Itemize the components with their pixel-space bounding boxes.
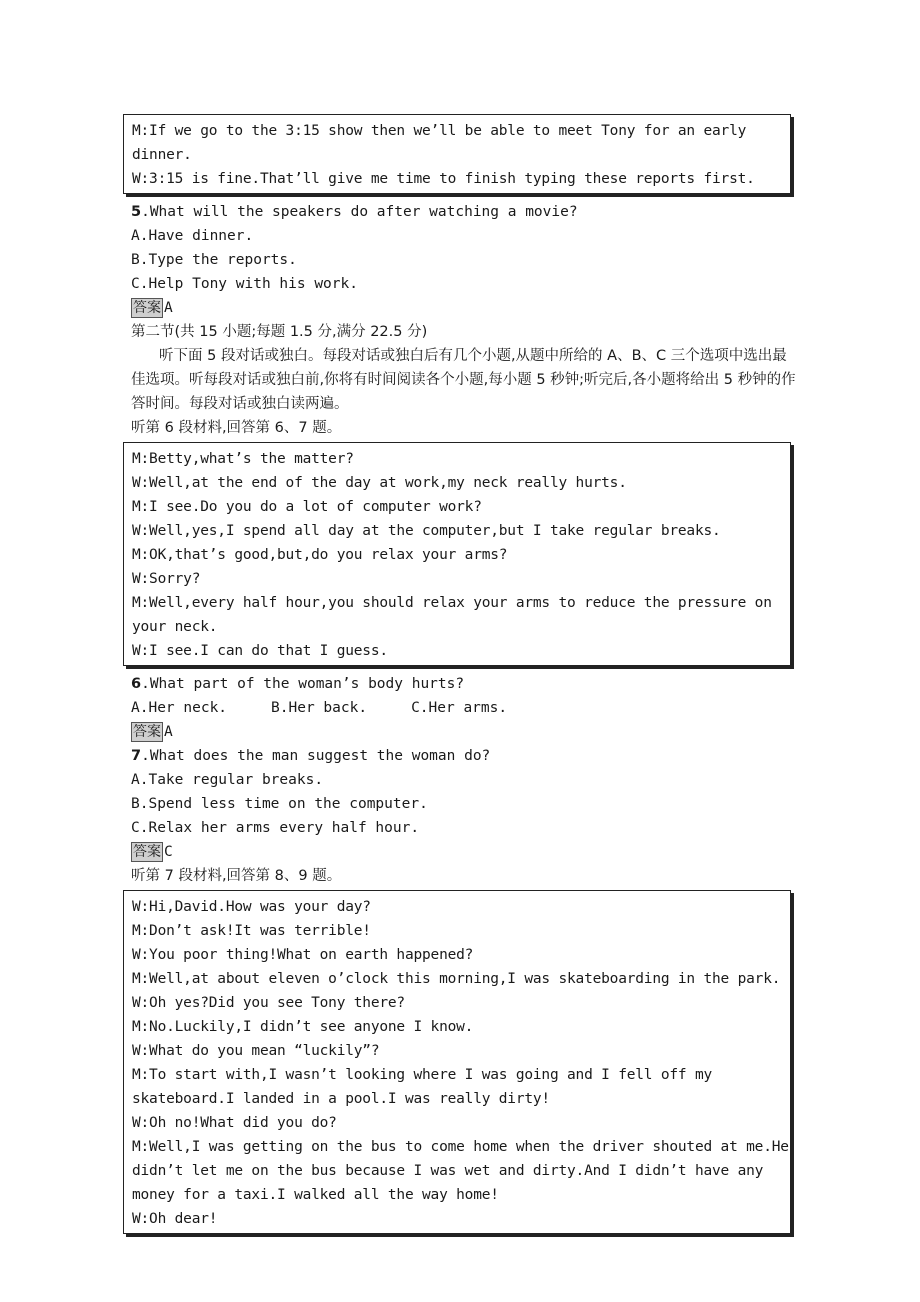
option-b: B.Spend less time on the computer.	[131, 796, 428, 812]
dialog-line: W:Oh yes?Did you see Tony there?	[132, 995, 405, 1011]
section-title: 第二节(共 15 小题;每题 1.5 分,满分 22.5 分)	[131, 324, 428, 340]
dialog-box-material5	[123, 114, 791, 194]
dialog-line: M:Well,every half hour,you should relax your arms to reduce the pressure on your neck.	[132, 595, 772, 635]
answer-row	[131, 840, 801, 864]
answer-value: A	[164, 300, 173, 316]
dialog-line: W:Oh no!What did you do?	[132, 1115, 337, 1131]
option-a: A.Her neck.	[131, 700, 228, 716]
dialog-line: M:Don’t ask!It was terrible!	[132, 923, 371, 939]
dialog-line: W:Sorry?	[132, 571, 201, 587]
answer-row	[131, 296, 801, 320]
option-c: C.Help Tony with his work.	[131, 276, 358, 292]
option-b: B.Her back.	[271, 700, 368, 716]
material7-heading: 听第 7 段材料,回答第 8、9 题。	[131, 868, 342, 884]
answer-value: C	[164, 844, 173, 860]
dialog-line: M:I see.Do you do a lot of computer work?	[132, 499, 482, 515]
answer-tag: 答案	[133, 300, 161, 316]
dialog-line: W:What do you mean “luckily”?	[132, 1043, 380, 1059]
question-7	[131, 744, 801, 768]
question-number: 5	[131, 204, 142, 220]
dialog-box-material7	[123, 890, 791, 1234]
section-instructions: 听下面 5 段对话或独白。每段对话或独白后有几个小题,从题中所给的 A、B、C 三个选项中选出最佳选项。听每段对话或独白前,你将有时间阅读各个小题,每小题 5 秒钟;听完后,各小题将给出 5 秒钟的作答时间。每段对话或独白读两遍。	[131, 348, 796, 412]
dialog-line: W:Well,yes,I spend all day at the computer,but I take regular breaks.	[132, 523, 721, 539]
options-row	[131, 696, 801, 720]
option-c: C.Relax her arms every half hour.	[131, 820, 420, 836]
dialog-line: M:OK,that’s good,but,do you relax your arms?	[132, 547, 508, 563]
answer-row	[131, 720, 801, 744]
dialog-box-material6	[123, 442, 791, 666]
question-text: .What will the speakers do after watching a movie?	[141, 204, 578, 220]
question-number: 7	[131, 748, 142, 764]
answer-tag: 答案	[133, 724, 161, 740]
dialog-line: W:3:15 is fine.That’ll give me time to finish typing these reports first.	[132, 171, 755, 187]
answer-tag: 答案	[133, 844, 161, 860]
option-c: C.Her arms.	[411, 700, 508, 716]
dialog-line: M:Well,I was getting on the bus to come home when the driver shouted at me.He didn’t let me on the bus because I was wet and dirty.And I didn’t have any money for a taxi.I walked all the way home!	[132, 1139, 789, 1203]
question-6	[131, 672, 801, 696]
dialog-line: M:No.Luckily,I didn’t see anyone I know.	[132, 1019, 474, 1035]
dialog-line: M:Well,at about eleven o’clock this morning,I was skateboarding in the park.	[132, 971, 781, 987]
question-text: .What part of the woman’s body hurts?	[141, 676, 465, 692]
material6-heading: 听第 6 段材料,回答第 6、7 题。	[131, 420, 342, 436]
question-text: .What does the man suggest the woman do?	[141, 748, 491, 764]
option-a: A.Take regular breaks.	[131, 772, 324, 788]
question-number: 6	[131, 676, 142, 692]
document-page	[131, 112, 801, 1240]
answer-value: A	[164, 724, 173, 740]
dialog-line: W:Well,at the end of the day at work,my neck really hurts.	[132, 475, 627, 491]
dialog-line: M:Betty,what’s the matter?	[132, 451, 354, 467]
question-5	[131, 200, 801, 224]
dialog-line: W:You poor thing!What on earth happened?	[132, 947, 474, 963]
dialog-line: W:I see.I can do that I guess.	[132, 643, 388, 659]
dialog-line: M:If we go to the 3:15 show then we’ll be able to meet Tony for an early dinner.	[132, 123, 747, 163]
option-a: A.Have dinner.	[131, 228, 254, 244]
option-b: B.Type the reports.	[131, 252, 297, 268]
dialog-line: W:Hi,David.How was your day?	[132, 899, 371, 915]
dialog-line: M:To start with,I wasn’t looking where I was going and I fell off my skateboard.I landed in a pool.I was really dirty!	[132, 1067, 713, 1107]
dialog-line: W:Oh dear!	[132, 1211, 218, 1227]
